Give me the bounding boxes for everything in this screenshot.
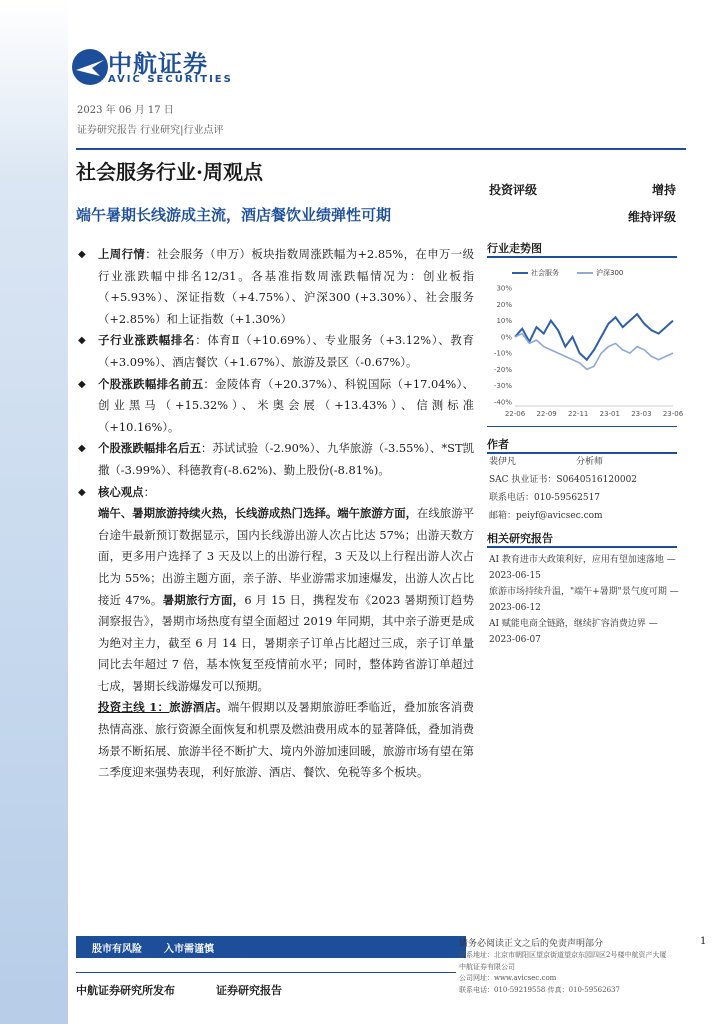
logo-text-cn: 中航证券 — [108, 50, 208, 78]
chart-bottom-rule — [487, 426, 677, 427]
bullet-text: ：金陵体育（+20.37%）、科锐国际（+17.04%）、创业黑马（+15.32%）、米奥会展（+13.43%）、信测标准（+10.16%）。 — [98, 376, 474, 434]
core-highlight: 端午、暑期旅游持续火热，长线游成热门选择。端午旅游方面， — [98, 506, 418, 521]
series-line-1 — [515, 314, 673, 360]
x-tick-label: 22-09 — [536, 410, 557, 418]
x-tick-label: 22-06 — [504, 410, 526, 418]
investment-line-label: 投资主线 1： — [98, 700, 170, 715]
publication-type: 证券研究报告 — [216, 984, 282, 997]
bullet-text: ：体育Ⅱ（+10.69%）、专业服务（+3.12%）、教育（+3.09%）、酒店餐饮（+1.67%）、旅游及景区（-0.67%）。 — [98, 333, 474, 369]
rating-value: 增持 — [651, 183, 676, 197]
bullet-lead: 个股涨跌幅排名后五 — [98, 441, 202, 456]
author-block — [489, 453, 637, 525]
core-highlight: 旅游酒店。 — [169, 700, 228, 715]
disclaimer: 请务必阅读正文之后的免责声明部分 — [459, 939, 604, 949]
author-email: 邮箱：peiyf@avicsec.com — [489, 511, 603, 521]
related-list — [489, 552, 679, 648]
y-tick-label: -40% — [493, 398, 512, 407]
chart-title-rule — [487, 256, 677, 258]
bullet-item — [76, 374, 474, 439]
related-rule — [487, 546, 677, 548]
y-tick-label: 10% — [496, 317, 512, 326]
related-item[interactable]: 旅游市场持续升温，"端午+暑期"景气度可期 —2023-06-12 — [489, 587, 679, 613]
title-divider — [76, 148, 686, 150]
contact-line: 联系地址：北京市朝阳区望京街道望京东园四区2号楼中航资产大厦中航证券有限公司 — [459, 951, 667, 971]
rating-sub: 维持评级 — [627, 210, 676, 224]
diamond-bullet-icon: ◆ — [78, 443, 86, 455]
core-text: 在线旅游平台途牛最新预订数据显示，国内长线游出游人次占比达 57%；出游天数方面，更多用户选择了 3 天及以上的出游行程，3 天及以上行程出游人次占比为 55%；出游主题方面，亲子游、毕业游需求加速爆发，出游人次占比接近 47%。 — [98, 506, 474, 607]
diamond-bullet-icon: ◆ — [78, 486, 86, 498]
core-highlight: 暑期旅行方面， — [162, 592, 245, 607]
author-phone: 联系电话：010-59562517 — [489, 493, 601, 503]
x-tick-label: 23-01 — [599, 410, 620, 418]
bullet-lead: 子行业涨跌幅排名 — [98, 333, 196, 348]
legend-label: 沪深300 — [596, 269, 624, 277]
main-body — [76, 244, 474, 784]
y-tick-label: 30% — [496, 284, 512, 293]
author-sac: SAC 执业证书：S0640516120002 — [489, 475, 638, 485]
y-tick-label: 0% — [500, 333, 512, 342]
contact-line: 联系电话：010-59219558 传真：010-59562637 — [459, 985, 620, 994]
report-type: 证券研究报告 行业研究|行业点评 — [77, 125, 224, 136]
contact-line: 公司网址：www.avicsec.com — [459, 974, 557, 982]
y-tick-label: -30% — [493, 382, 512, 391]
diamond-bullet-icon: ◆ — [78, 335, 86, 347]
y-tick-label: -20% — [493, 365, 512, 374]
page-number: 1 — [700, 936, 707, 947]
core-paragraph-2 — [76, 697, 474, 783]
author-title: 作者 — [487, 438, 509, 451]
bullet-text: ：社会服务（申万）板块指数周涨跌幅为+2.85%，在申万一级行业涨跌幅中排名12/31。各基准指数周涨跌幅情况为：创业板指（+5.93%）、深证指数（+4.75%）、沪深300 (+3.30%）、社会服务（+2.85%）和上证指数（+1.30%） — [98, 247, 474, 326]
x-tick-label: 23-06 — [662, 410, 684, 418]
author-name: 裴伊凡 — [489, 457, 517, 467]
logo-text-en: AVIC SECURITIES — [108, 74, 233, 85]
related-item[interactable]: AI 教育进市大政策利好，应用有望加速落地 —2023-06-15 — [489, 555, 676, 581]
bullet-item — [76, 330, 474, 373]
author-row — [489, 453, 637, 471]
industry-trend-chart — [487, 262, 684, 422]
avic-logo-icon — [70, 46, 110, 88]
related-title: 相关研究报告 — [487, 532, 553, 545]
core-text: 端午假期以及暑期旅游旺季临近，叠加旅客消费热情高涨、旅行资源全面恢复和机票及燃油费用成本的显著降低，叠加消费场景不断拓展、旅游半径不断扩大、境内外游加速回暖，旅游市场有望在第二季度迎来强势表现，利好旅游、酒店、餐饮、免税等多个板块。 — [98, 700, 474, 780]
bullet-item — [76, 244, 474, 330]
chart-title: 行业走势图 — [487, 242, 542, 255]
sidebar-strip — [0, 0, 68, 1024]
rating-label: 投资评级 — [489, 183, 538, 197]
risk-text-right: 入市需谨慎 — [164, 944, 214, 955]
risk-text-left: 股市有风险 — [92, 944, 142, 955]
bullet-text: ： — [143, 484, 155, 499]
page-subtitle: 端午暑期长线游成主流，酒店餐饮业绩弹性可期 — [76, 206, 392, 224]
x-tick-label: 22-11 — [568, 410, 589, 418]
bullet-lead: 个股涨跌幅排名前五 — [98, 376, 204, 391]
related-item[interactable]: AI 赋能电商全链路，继续扩容消费边界 —2023-06-07 — [489, 619, 658, 645]
y-tick-label: -10% — [493, 349, 512, 358]
contact-block — [459, 950, 669, 996]
bullet-text: ：苏试试验（-2.90%）、九华旅游（-3.55%）、*ST凯撒（-3.99%）、科德教育(-8.62%)、勤上股份(-8.81%)。 — [98, 441, 474, 477]
legend-label: 社会服务 — [531, 269, 559, 277]
report-date: 2023 年 06 月 17 日 — [77, 105, 174, 116]
bullet-item — [76, 482, 474, 504]
y-tick-label: 20% — [496, 300, 512, 309]
diamond-bullet-icon: ◆ — [78, 378, 86, 390]
publisher: 中航证券研究所发布 — [76, 984, 175, 997]
risk-band — [76, 936, 466, 958]
bullet-lead: 上周行情 — [98, 247, 146, 261]
author-role: 分析师 — [576, 457, 604, 467]
x-tick-label: 23-03 — [631, 410, 652, 418]
core-text: 6 月 15 日，携程发布《2023 暑期预订趋势洞察报告》，暑期市场热度有望全面超过 2019 年同期，其中亲子游更是成为绝对主力，截至 6 月 14 日，暑期亲子订单占比超过三成，亲子订单量同比去年超过 7 倍，基本恢复至疫情前水平；同时，整体跨省游订单超过七成，暑期长线游爆发可以预期。 — [98, 592, 474, 693]
bullet-item — [76, 438, 474, 481]
page-title: 社会服务行业·周观点 — [76, 160, 263, 184]
footer-divider — [76, 972, 456, 973]
bullet-lead: 核心观点 — [98, 484, 144, 499]
core-paragraph-1 — [76, 503, 474, 697]
diamond-bullet-icon: ◆ — [78, 249, 86, 260]
